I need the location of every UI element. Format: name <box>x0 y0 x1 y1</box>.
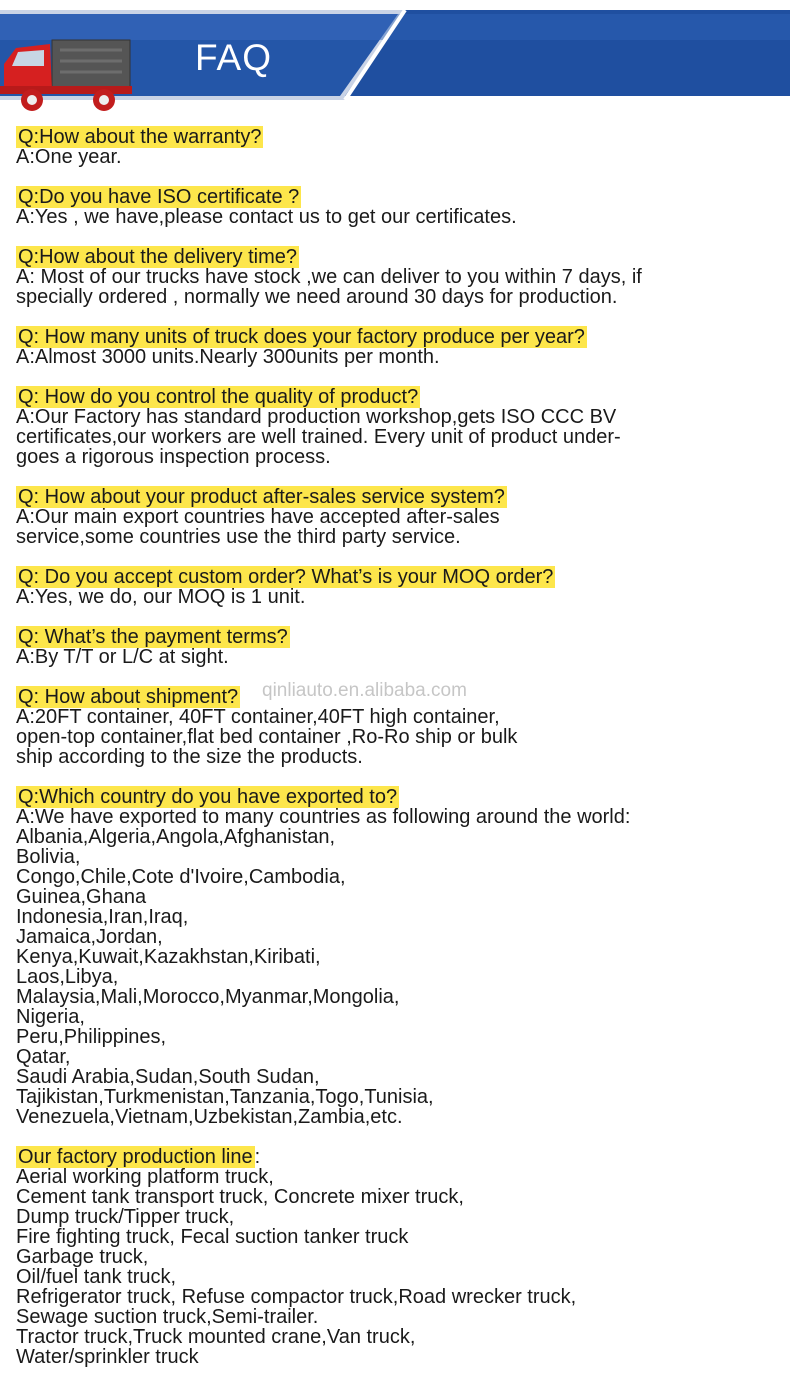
faq-question: Q: How about your product after-sales service system? <box>18 486 505 508</box>
page-title: FAQ <box>195 37 273 78</box>
faq-question: Q: What’s the payment terms? <box>18 626 288 648</box>
faq-item <box>16 387 786 467</box>
production-line-heading: Our factory production line : <box>18 1146 261 1168</box>
faq-question: Q:How about the warranty? <box>18 126 262 148</box>
truck-icon <box>0 34 132 114</box>
faq-answer: A:We have exported to many countries as following around the world: Albania,Algeria,Angola,Afghanistan, Bolivia, Congo,Chile,Cote d'Ivoire,Cambodia, Guinea,Ghana Indonesia,Iran,Iraq, Jamaica,Jordan, Kenya,Kuwait,Kazakhstan,Kiribati, Laos,Libya, Malaysia,Mali,Morocco,Myanmar,Mongolia, Nigeria, Peru,Philippines, Qatar, Saudi Arabia,Sudan,South Sudan, Tajikistan,Turkmenistan,Tanzania,Togo,Tunisia, Venezuela,Vietnam,Uzbekistan,Zambia,etc. <box>16 806 631 1128</box>
faq-answer: A:Almost 3000 units.Nearly 300units per month. <box>16 346 440 368</box>
faq-answer: A:Our main export countries have accepted after-sales service,some countries use the third party service. <box>16 506 500 548</box>
faq-answer: A:20FT container, 40FT container,40FT high container, open-top container,flat bed container ,Ro-Ro ship or bulk ship according to the size the products. <box>16 706 518 768</box>
faq-answer: A:One year. <box>16 146 122 168</box>
faq-list <box>16 127 786 1387</box>
faq-question: Q:How about the delivery time? <box>18 246 298 268</box>
faq-question: Q:Do you have ISO certificate ? <box>18 186 300 208</box>
faq-item <box>16 327 786 367</box>
faq-item <box>16 627 786 667</box>
faq-answer: A:Our Factory has standard production workshop,gets ISO CCC BV certificates,our workers are well trained. Every unit of product under- goes a rigorous inspection process. <box>16 406 621 468</box>
watermark: qinliauto.en.alibaba.com <box>262 680 467 701</box>
faq-item <box>16 247 786 307</box>
faq-question: Q: How many units of truck does your factory produce per year? <box>18 326 585 348</box>
faq-question: Q: Do you accept custom order? What’s is your MOQ order? <box>18 566 554 588</box>
faq-question: Q:Which country do you have exported to? <box>18 786 398 808</box>
faq-item <box>16 787 786 1127</box>
production-line-list: Aerial working platform truck, Cement tank transport truck, Concrete mixer truck, Dump truck/Tipper truck, Fire fighting truck, Fecal suction tanker truck Garbage truck, Oil/fuel tank truck, Refrigerator truck, Refuse compactor truck,Road wrecker truck, Sewage suction truck,Semi-trailer. Tractor truck,Truck mounted crane,Van truck, Water/sprinkler truck <box>16 1166 577 1368</box>
faq-answer: A: Most of our trucks have stock ,we can deliver to you within 7 days, if specially ordered , normally we need around 30 days for production. <box>16 266 642 308</box>
faq-item <box>16 487 786 547</box>
faq-item <box>16 567 786 607</box>
production-line-section <box>16 1147 786 1367</box>
faq-answer: A:By T/T or L/C at sight. <box>16 646 229 668</box>
faq-answer: A:Yes , we have,please contact us to get our certificates. <box>16 206 517 228</box>
faq-question: Q: How about shipment? <box>18 686 239 708</box>
faq-item <box>16 127 786 167</box>
faq-question: Q: How do you control the quality of product? <box>18 386 419 408</box>
faq-item <box>16 187 786 227</box>
faq-header <box>0 0 790 115</box>
faq-answer: A:Yes, we do, our MOQ is 1 unit. <box>16 586 306 608</box>
